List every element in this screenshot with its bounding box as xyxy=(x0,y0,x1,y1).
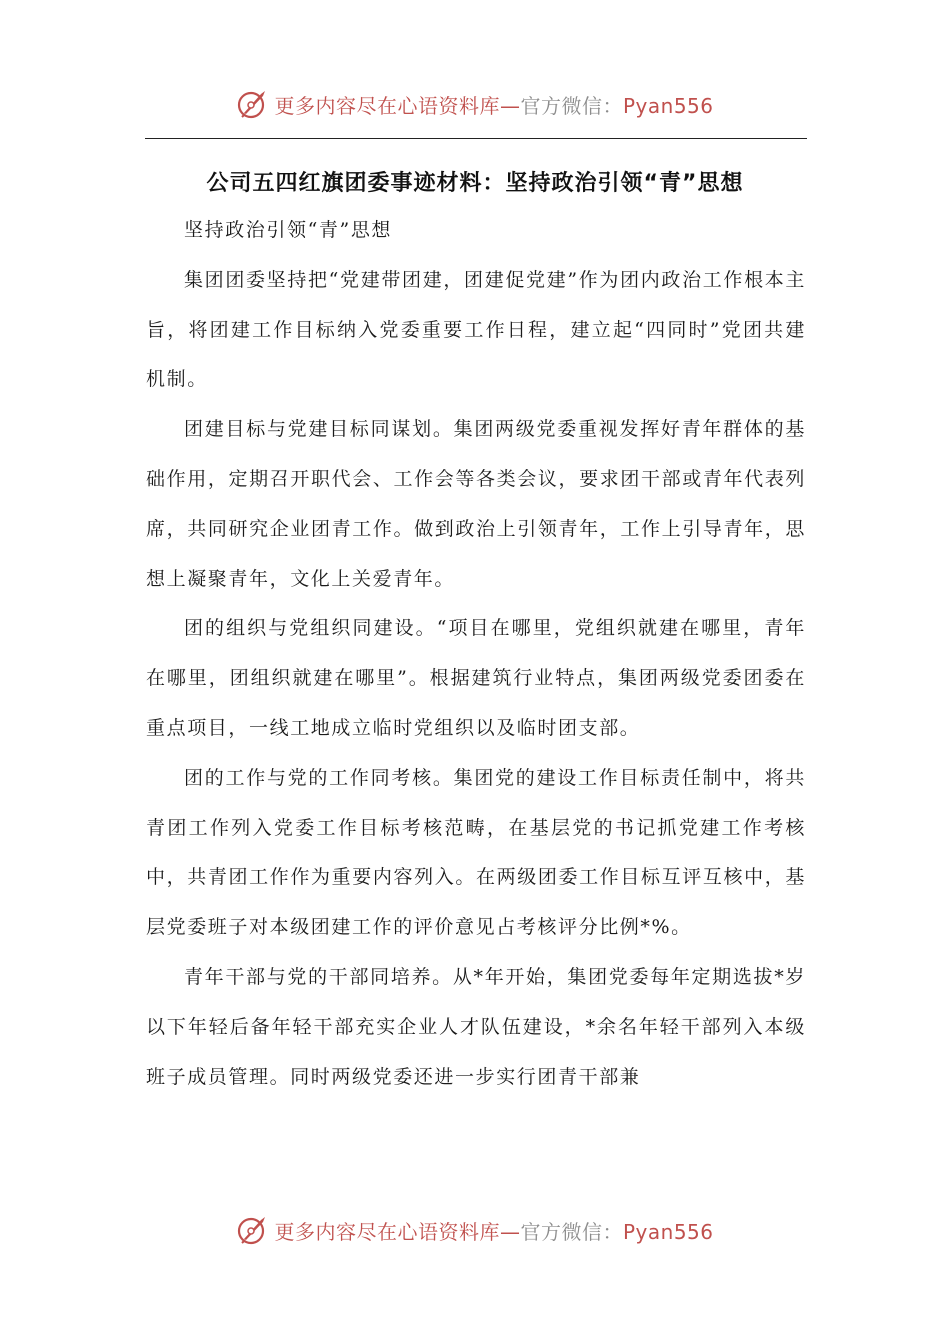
document-body xyxy=(146,206,806,1102)
footer-banner-text xyxy=(274,1216,713,1245)
paragraph: 团建目标与党建目标同谋划。集团两级党委重视发挥好青年群体的基础作用，定期召开职代会、工作会等各类会议，要求团干部或青年代表列席，共同研究企业团青工作。做到政治上引领青年，工作上引导青年，思想上凝聚青年，文化上关爱青年。 xyxy=(146,418,806,590)
pen-logo-icon xyxy=(236,87,270,121)
header-banner-text xyxy=(274,90,713,119)
paragraph-subtitle: 坚持政治引领“青”思想 xyxy=(184,219,393,241)
footer-wechat-id: Pyan556 xyxy=(622,1219,714,1244)
paragraph: 集团团委坚持把“党建带团建，团建促党建”作为团内政治工作根本主旨，将团建工作目标纳入党委重要工作日程，建立起“四同时”党团共建机制。 xyxy=(146,268,806,391)
header-banner xyxy=(0,84,950,124)
document-title: 公司五四红旗团委事迹材料：坚持政治引领“青”思想 xyxy=(206,171,744,196)
header-wechat-id: Pyan556 xyxy=(622,93,714,118)
header-wechat-label: 官方微信： xyxy=(520,93,623,118)
paragraph: 青年干部与党的干部同培养。从*年开始，集团党委每年定期选拔*岁以下年轻后备年轻干部充实企业人才队伍建设，*余名年轻干部列入本级班子成员管理。同时两级党委还进一步实行团青干部兼 xyxy=(146,965,806,1088)
footer-wechat-label: 官方微信： xyxy=(520,1219,623,1244)
footer-brand-text: 更多内容尽在心语资料库— xyxy=(274,1219,521,1244)
header-divider xyxy=(145,138,807,139)
footer-banner xyxy=(0,1210,950,1250)
paragraph: 团的工作与党的工作同考核。集团党的建设工作目标责任制中，将共青团工作列入党委工作目标考核范畴，在基层党的书记抓党建工作考核中，共青团工作作为重要内容列入。在两级团委工作目标互评互核中，基层党委班子对本级团建工作的评价意见占考核评分比例*%。 xyxy=(146,766,806,939)
header-brand-text: 更多内容尽在心语资料库— xyxy=(274,93,521,118)
paragraph: 团的组织与党组织同建设。“项目在哪里，党组织就建在哪里，青年在哪里，团组织就建在哪里”。根据建筑行业特点，集团两级党委团委在重点项目，一线工地成立临时党组织以及临时团支部。 xyxy=(146,617,806,739)
pen-logo-icon xyxy=(236,1213,270,1247)
